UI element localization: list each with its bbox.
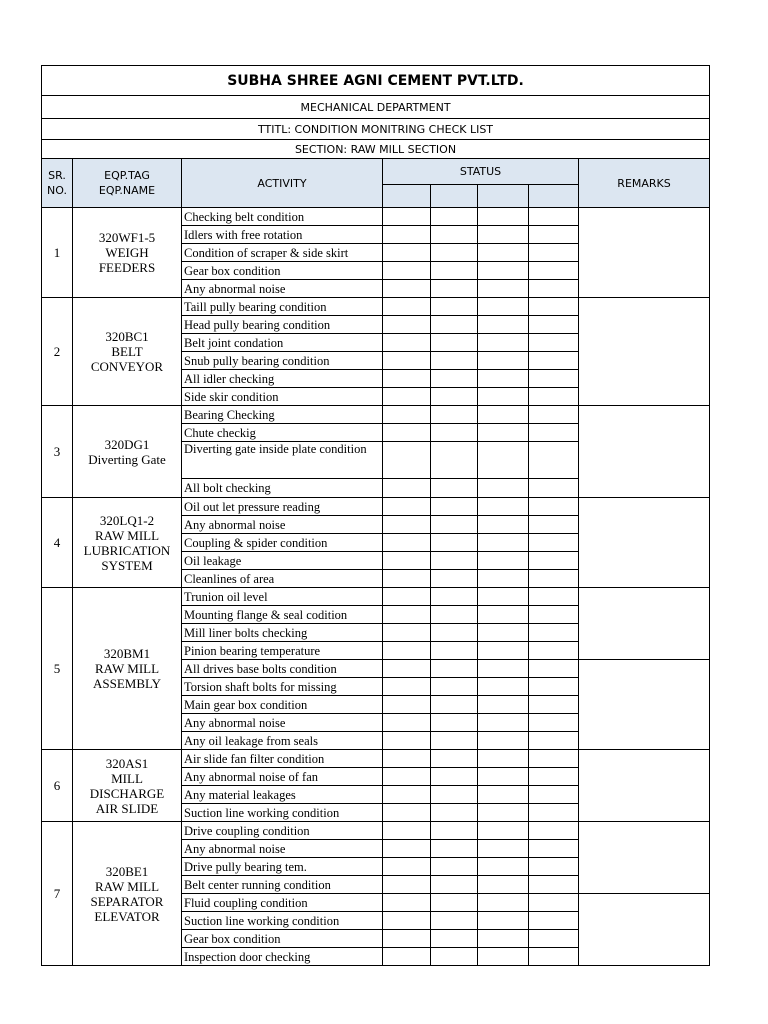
status-cell[interactable] [529,424,579,442]
status-cell[interactable] [478,732,529,750]
column-header-row [42,159,710,185]
status-cell[interactable] [383,930,431,948]
status-cell[interactable] [529,606,579,624]
status-cell[interactable] [431,388,478,406]
activity-cell: Belt joint condation [182,334,383,352]
remarks-cell[interactable] [579,406,710,498]
status-cell[interactable] [383,316,431,334]
status-cell[interactable] [383,570,431,588]
status-cell[interactable] [431,948,478,966]
remarks-header: REMARKS [579,159,710,208]
document-title: TTITL: CONDITION MONITRING CHECK LIST [42,119,710,140]
activity-cell: Any material leakages [182,786,383,804]
equipment-cell [73,406,182,498]
status-cell[interactable] [529,876,579,894]
table-row [42,298,710,316]
department-name: MECHANICAL DEPARTMENT [42,96,710,119]
status-cell[interactable] [478,442,529,479]
sr-no-cell: 4 [42,498,73,588]
status-cell[interactable] [478,534,529,552]
status-cell[interactable] [431,606,478,624]
equipment-name-line: RAW MILL [94,527,160,543]
status-cell[interactable] [478,298,529,316]
status-cell[interactable] [529,696,579,714]
status-cell[interactable] [529,498,579,516]
section-name: SECTION: RAW MILL SECTION [42,140,710,159]
status-cell[interactable] [431,352,478,370]
status-cell[interactable] [478,642,529,660]
status-cell[interactable] [383,442,431,479]
status-cell[interactable] [431,768,478,786]
activity-cell: Air slide fan filter condition [182,750,383,768]
status-cell[interactable] [383,768,431,786]
status-cell[interactable] [431,280,478,298]
status-cell[interactable] [478,840,529,858]
activity-cell: All bolt checking [182,479,383,498]
status-cell[interactable] [431,516,478,534]
activity-cell: Bearing Checking [182,406,383,424]
status-cell[interactable] [478,406,529,424]
status-cell[interactable] [383,894,431,912]
status-cell[interactable] [529,930,579,948]
status-cell[interactable] [383,244,431,262]
equipment-name-line: SEPARATOR [90,893,164,909]
activity-cell: Head pully bearing condition [182,316,383,334]
activity-cell: Any abnormal noise of fan [182,768,383,786]
activity-cell: Fluid coupling condition [182,894,383,912]
remarks-cell[interactable] [579,298,710,406]
activity-cell: Any abnormal noise [182,714,383,732]
status-cell[interactable] [383,370,431,388]
remarks-cell[interactable] [579,498,710,588]
status-cell[interactable] [383,588,431,606]
status-subcol [478,185,529,208]
status-cell[interactable] [478,912,529,930]
table-row [42,406,710,424]
status-cell[interactable] [529,244,579,262]
status-cell[interactable] [383,804,431,822]
equipment-name-line: BELT [111,344,143,359]
status-cell[interactable] [529,786,579,804]
status-cell[interactable] [383,280,431,298]
status-cell[interactable] [383,424,431,442]
company-name: SUBHA SHREE AGNI CEMENT PVT.LTD. [42,66,710,96]
sr-no-header-line2: NO. [47,184,67,197]
activity-cell: All idler checking [182,370,383,388]
status-cell[interactable] [478,660,529,678]
status-cell[interactable] [383,624,431,642]
status-cell[interactable] [478,552,529,570]
equipment-name-line: CONVEYOR [90,359,164,374]
status-cell[interactable] [383,552,431,570]
status-cell[interactable] [478,858,529,876]
status-cell[interactable] [529,642,579,660]
equipment-cell [73,822,182,966]
activity-cell: Condition of scraper & side skirt [182,244,383,262]
remarks-cell[interactable] [579,208,710,298]
status-cell[interactable] [431,894,478,912]
status-cell[interactable] [431,370,478,388]
status-cell[interactable] [383,352,431,370]
equipment-name-line: ELEVATOR [94,908,160,924]
status-cell[interactable] [431,876,478,894]
equipment-name-line: ASSEMBLY [92,676,162,691]
table-row [42,588,710,606]
sr-no-cell: 7 [42,822,73,966]
activity-cell: Taill pully bearing condition [182,298,383,316]
status-cell[interactable] [383,948,431,966]
status-cell[interactable] [431,840,478,858]
status-cell[interactable] [529,479,579,498]
status-cell[interactable] [383,642,431,660]
equipment-name-line: WEIGH [105,245,149,260]
status-cell[interactable] [478,804,529,822]
equipment-name-line: FEEDERS [98,260,156,275]
status-cell[interactable] [529,768,579,786]
status-cell[interactable] [529,298,579,316]
status-cell[interactable] [529,226,579,244]
remarks-cell[interactable] [579,588,710,660]
status-cell[interactable] [431,714,478,732]
status-cell[interactable] [478,262,529,280]
status-cell[interactable] [431,804,478,822]
status-cell[interactable] [478,370,529,388]
status-cell[interactable] [431,858,478,876]
status-cell[interactable] [478,479,529,498]
status-cell[interactable] [431,822,478,840]
status-cell[interactable] [383,606,431,624]
status-cell[interactable] [478,606,529,624]
status-cell[interactable] [478,388,529,406]
status-cell[interactable] [478,316,529,334]
equipment-name-line: RAW MILL [94,661,160,676]
equipment-name-line: LUBRICATION [83,542,171,558]
checklist-table [41,65,710,966]
status-cell[interactable] [383,334,431,352]
status-cell[interactable] [431,262,478,280]
status-cell[interactable] [529,316,579,334]
activity-cell: Any abnormal noise [182,280,383,298]
sr-no-header-line1: SR. [48,169,66,182]
table-row [42,750,710,768]
status-cell[interactable] [383,876,431,894]
activity-cell: Side skir condition [182,388,383,406]
status-cell[interactable] [431,479,478,498]
status-cell[interactable] [383,714,431,732]
status-cell[interactable] [529,570,579,588]
status-cell[interactable] [431,624,478,642]
status-cell[interactable] [383,858,431,876]
status-cell[interactable] [383,696,431,714]
activity-cell: Main gear box condition [182,696,383,714]
status-subcol [529,185,579,208]
remarks-cell[interactable] [579,894,710,966]
status-cell[interactable] [431,642,478,660]
status-cell[interactable] [529,262,579,280]
activity-cell: Diverting gate inside plate condition [182,442,383,479]
activity-cell: Drive coupling condition [182,822,383,840]
department-row [42,96,710,119]
status-cell[interactable] [529,442,579,479]
status-cell[interactable] [383,498,431,516]
status-cell[interactable] [529,516,579,534]
sr-no-cell: 5 [42,588,73,750]
status-subcol [431,185,478,208]
activity-cell: Torsion shaft bolts for missing [182,678,383,696]
status-cell[interactable] [431,660,478,678]
activity-cell: Gear box condition [182,262,383,280]
status-cell[interactable] [431,226,478,244]
activity-cell: Idlers with free rotation [182,226,383,244]
sr-no-header [42,159,73,208]
status-cell[interactable] [478,424,529,442]
status-cell[interactable] [383,298,431,316]
status-cell[interactable] [478,334,529,352]
equipment-name-line: DISCHARGE [89,785,165,801]
equipment-cell [73,208,182,298]
status-cell[interactable] [478,624,529,642]
status-cell[interactable] [431,696,478,714]
status-cell[interactable] [529,678,579,696]
status-subcol [383,185,431,208]
status-cell[interactable] [383,678,431,696]
equipment-tag: 320DG1 [104,436,150,452]
status-cell[interactable] [431,208,478,226]
status-cell[interactable] [478,930,529,948]
activity-cell: Mounting flange & seal codition [182,606,383,624]
equipment-name-line: RAW MILL [94,878,160,894]
status-cell[interactable] [383,388,431,406]
status-cell[interactable] [529,388,579,406]
status-cell[interactable] [529,208,579,226]
status-cell[interactable] [529,750,579,768]
status-cell[interactable] [431,750,478,768]
status-cell[interactable] [478,822,529,840]
status-cell[interactable] [431,244,478,262]
status-cell[interactable] [431,316,478,334]
equipment-tag: 320LQ1-2 [99,512,155,528]
status-cell[interactable] [431,334,478,352]
status-cell[interactable] [431,406,478,424]
status-cell[interactable] [431,552,478,570]
status-cell[interactable] [383,750,431,768]
activity-cell: Cleanlines of area [182,570,383,588]
status-cell[interactable] [529,588,579,606]
sr-no-cell: 3 [42,406,73,498]
status-cell[interactable] [478,352,529,370]
eqp-header [73,159,182,208]
activity-cell: Any oil leakage from seals [182,732,383,750]
status-cell[interactable] [431,534,478,552]
sr-no-cell: 1 [42,208,73,298]
status-cell[interactable] [529,840,579,858]
status-cell[interactable] [383,786,431,804]
status-cell[interactable] [383,406,431,424]
activity-cell: Drive pully bearing tem. [182,858,383,876]
status-cell[interactable] [431,442,478,479]
status-cell[interactable] [431,678,478,696]
status-cell[interactable] [478,226,529,244]
activity-cell: Snub pully bearing condition [182,352,383,370]
status-cell[interactable] [529,822,579,840]
status-cell[interactable] [478,498,529,516]
activity-cell: Any abnormal noise [182,516,383,534]
status-cell[interactable] [529,714,579,732]
status-cell[interactable] [383,226,431,244]
status-cell[interactable] [383,732,431,750]
status-cell[interactable] [478,588,529,606]
activity-cell: Belt center running condition [182,876,383,894]
status-cell[interactable] [431,498,478,516]
status-cell[interactable] [478,714,529,732]
activity-cell: Inspection door checking [182,948,383,966]
status-cell[interactable] [478,696,529,714]
status-cell[interactable] [529,406,579,424]
equipment-cell [73,298,182,406]
status-cell[interactable] [529,334,579,352]
activity-cell: Any abnormal noise [182,840,383,858]
equipment-name-line: Diverting Gate [88,451,166,467]
status-cell[interactable] [529,370,579,388]
status-cell[interactable] [383,208,431,226]
status-cell[interactable] [529,732,579,750]
status-cell[interactable] [529,352,579,370]
status-cell[interactable] [478,768,529,786]
status-cell[interactable] [478,750,529,768]
status-cell[interactable] [383,660,431,678]
status-cell[interactable] [431,786,478,804]
status-cell[interactable] [478,570,529,588]
activity-cell: All drives base bolts condition [182,660,383,678]
status-cell[interactable] [383,516,431,534]
equipment-tag: 320BC1 [105,329,149,344]
status-cell[interactable] [478,876,529,894]
equipment-tag: 320WF1-5 [98,230,156,245]
equipment-tag: 320AS1 [105,755,149,771]
eqp-name-header: EQP.NAME [98,184,156,197]
activity-cell: Checking belt condition [182,208,383,226]
status-cell[interactable] [478,894,529,912]
status-cell[interactable] [529,280,579,298]
remarks-cell[interactable] [579,750,710,822]
status-cell[interactable] [383,840,431,858]
title-row [42,119,710,140]
activity-cell: Suction line working condition [182,804,383,822]
status-cell[interactable] [431,570,478,588]
sr-no-cell: 2 [42,298,73,406]
status-cell[interactable] [431,298,478,316]
equipment-name-line: MILL [111,770,143,786]
status-header: STATUS [383,159,579,185]
status-cell[interactable] [431,588,478,606]
status-cell[interactable] [529,624,579,642]
activity-cell: Oil out let pressure reading [182,498,383,516]
activity-cell: Chute checkig [182,424,383,442]
status-cell[interactable] [383,262,431,280]
activity-cell: Mill liner bolts checking [182,624,383,642]
eqp-tag-header: EQP.TAG [104,169,150,182]
activity-cell: Gear box condition [182,930,383,948]
status-cell[interactable] [478,786,529,804]
table-row [42,822,710,840]
activity-cell: Oil leakage [182,552,383,570]
equipment-cell [73,588,182,750]
activity-cell: Coupling & spider condition [182,534,383,552]
status-cell[interactable] [529,858,579,876]
sr-no-cell: 6 [42,750,73,822]
status-cell[interactable] [478,516,529,534]
remarks-cell[interactable] [579,660,710,750]
activity-cell: Trunion oil level [182,588,383,606]
status-cell[interactable] [478,208,529,226]
company-row [42,66,710,96]
activity-cell: Suction line working condition [182,912,383,930]
status-cell[interactable] [529,948,579,966]
equipment-tag: 320BE1 [105,863,149,879]
status-cell[interactable] [478,244,529,262]
status-cell[interactable] [478,280,529,298]
status-cell[interactable] [529,534,579,552]
status-cell[interactable] [478,678,529,696]
status-cell[interactable] [431,912,478,930]
status-cell[interactable] [529,552,579,570]
status-cell[interactable] [431,930,478,948]
status-cell[interactable] [529,894,579,912]
table-row [42,498,710,516]
equipment-cell [73,750,182,822]
remarks-cell[interactable] [579,822,710,894]
equipment-name-line: SYSTEM [101,557,153,573]
equipment-cell [73,498,182,588]
status-cell[interactable] [529,912,579,930]
status-cell[interactable] [431,732,478,750]
status-cell[interactable] [529,804,579,822]
activity-header: ACTIVITY [182,159,383,208]
table-row [42,208,710,226]
status-cell[interactable] [383,912,431,930]
status-cell[interactable] [431,424,478,442]
equipment-name-line: AIR SLIDE [95,800,159,816]
section-row [42,140,710,159]
status-cell[interactable] [383,822,431,840]
status-cell[interactable] [383,479,431,498]
status-cell[interactable] [383,534,431,552]
status-cell[interactable] [529,660,579,678]
status-cell[interactable] [478,948,529,966]
activity-cell: Pinion bearing temperature [182,642,383,660]
equipment-tag: 320BM1 [103,646,151,661]
